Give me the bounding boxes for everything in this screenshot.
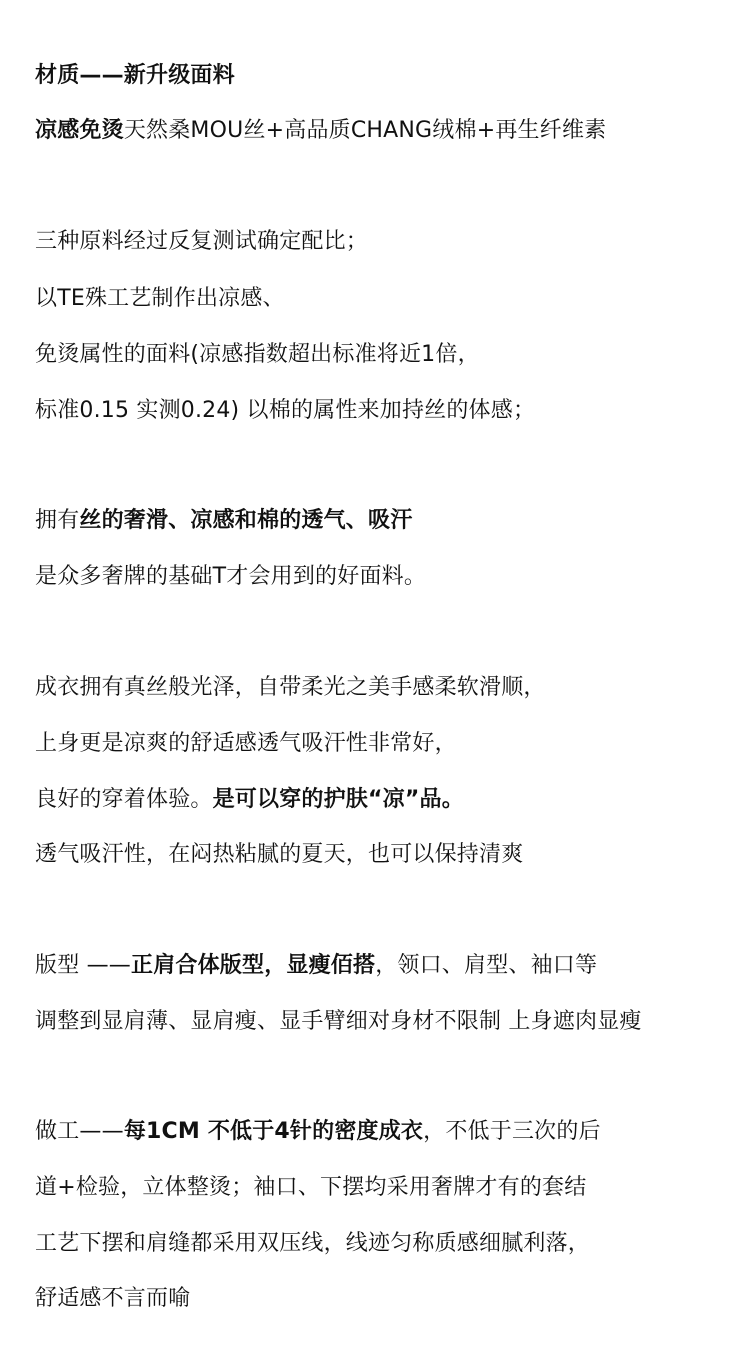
text-segment: 丝的奢滑、凉感和棉的透气、吸汗 (79, 508, 413, 533)
paragraph-line (35, 729, 457, 759)
text-segment: 是众多奢牌的基础T才会用到的好面料。 (35, 564, 427, 589)
material-composition-line (35, 116, 606, 146)
text-segment: 凉感免烫 (35, 118, 124, 143)
text-segment: 透气吸汗性，在闷热粘腻的夏天，也可以保持清爽 (35, 842, 524, 867)
paragraph-line (35, 284, 285, 314)
paragraph-line (35, 1284, 190, 1314)
paragraph-line (35, 1173, 586, 1203)
text-segment: 调整到显肩薄、显肩瘦、显手臂细对身材不限制 上身遮肉显瘦 (35, 1009, 642, 1034)
text-segment: 上身更是凉爽的舒适感透气吸汗性非常好， (35, 731, 457, 756)
text-segment: ，领口、肩型、袖口等 (375, 953, 598, 978)
paragraph-line (35, 340, 480, 370)
paragraph-line (35, 1007, 642, 1037)
text-segment: 正肩合体版型，显瘦佰搭 (131, 953, 376, 978)
text-segment: 版型 —— (35, 953, 131, 978)
paragraph-line (35, 840, 523, 870)
text-segment: 三种原料经过反复测试确定配比； (35, 229, 369, 254)
text-segment: 以TE殊工艺制作出凉感、 (35, 286, 285, 311)
text-segment: 免烫属性的面料(凉感指数超出标准将近1倍， (35, 342, 480, 367)
text-segment: 材质——新升级面料 (35, 63, 235, 88)
paragraph-line (35, 562, 426, 592)
text-segment: 天然桑MOU丝+高品质CHANG绒棉+再生纤维素 (123, 118, 607, 143)
text-segment: 良好的穿着体验。 (35, 787, 213, 812)
text-segment: ，不低于三次的后 (423, 1119, 601, 1144)
paragraph-line (35, 506, 412, 536)
text-segment: 成衣拥有真丝般光泽，自带柔光之美手感柔软滑顺， (35, 675, 546, 700)
paragraph-line (35, 785, 464, 815)
text-segment: 拥有 (35, 508, 80, 533)
paragraph-line (35, 396, 535, 426)
paragraph-line (35, 673, 546, 703)
paragraph-line (35, 1229, 590, 1259)
text-segment: 是可以穿的护肤“凉”品。 (212, 787, 464, 812)
paragraph-line (35, 951, 597, 981)
text-segment: 标准0.15 实测0.24) 以棉的属性来加持丝的体感； (35, 398, 536, 423)
heading-material (35, 61, 235, 91)
text-segment: 工艺下摆和肩缝都采用双压线，线迹匀称质感细腻利落， (35, 1231, 591, 1256)
paragraph-line (35, 227, 368, 257)
text-segment: 做工—— (35, 1119, 124, 1144)
paragraph-line (35, 1117, 601, 1147)
text-segment: 舒适感不言而喻 (35, 1286, 191, 1311)
text-segment: 每1CM 不低于4针的密度成衣 (123, 1119, 424, 1144)
text-segment: 道+检验，立体整烫；袖口、下摆均采用奢牌才有的套结 (35, 1175, 587, 1200)
